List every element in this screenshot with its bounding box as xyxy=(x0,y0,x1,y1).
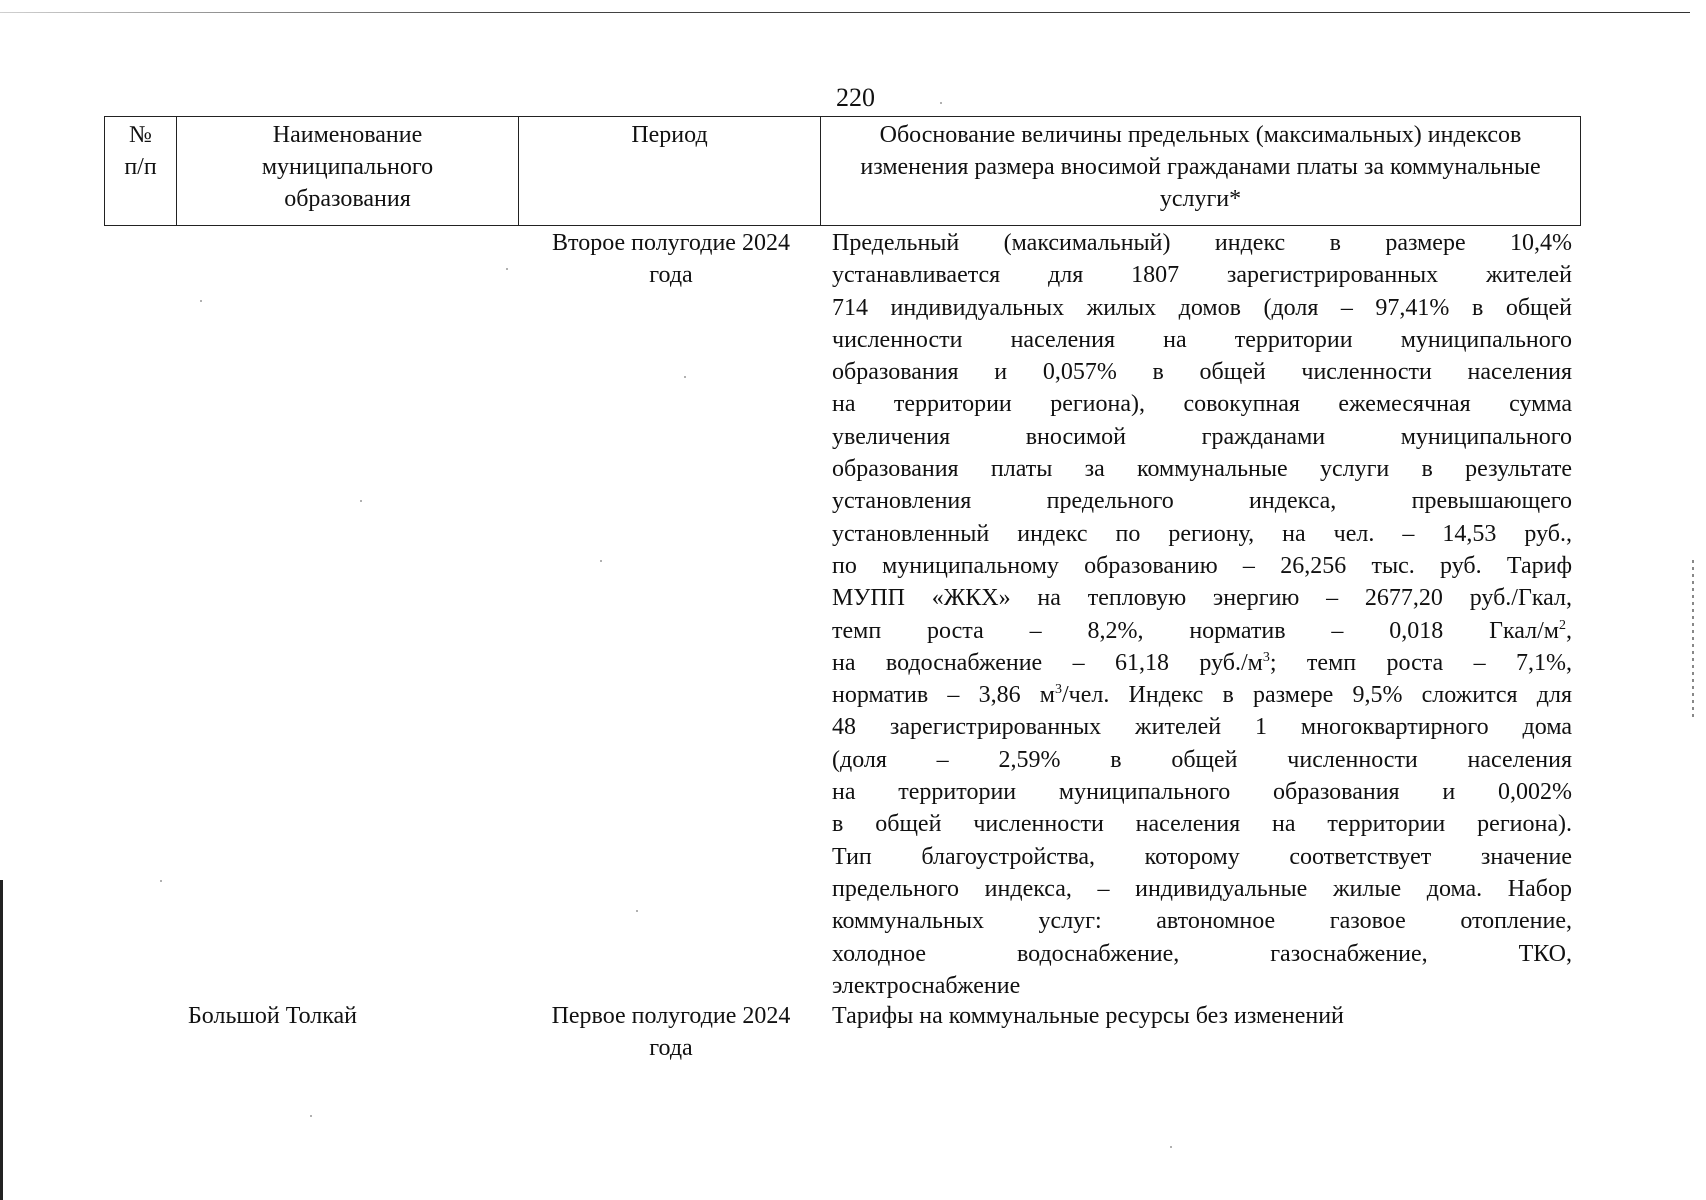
row2-name: Большой Толкай xyxy=(188,1003,358,1029)
row1-line-13-tail: , xyxy=(1566,617,1572,644)
row1-line-9: установления предельного индекса, превышающего xyxy=(832,488,1572,515)
row1-line-16: 48 зарегистрированных жителей 1 многоквартирного дома xyxy=(832,714,1572,741)
scan-speck xyxy=(600,560,602,562)
scan-speck xyxy=(160,880,162,882)
row1-line-1: Предельный (максимальный) индекс в размере 10,4% xyxy=(832,230,1572,256)
scan-speck xyxy=(1170,1146,1172,1148)
row1-line-12: МУПП «ЖКХ» на тепловую энергию – 2677,20 руб./Гкал, xyxy=(832,585,1572,612)
scan-left-edge xyxy=(0,880,3,1200)
header-col-name: Наименование муниципального образования xyxy=(177,117,519,226)
superscript-3: 3 xyxy=(1054,682,1062,698)
header-col-number: № п/п xyxy=(105,117,177,226)
row1-line-14 xyxy=(832,647,1572,679)
row1-line-19: в общей численности населения на территории региона). xyxy=(832,811,1572,838)
scan-top-edge xyxy=(0,12,1690,13)
row1-line-17: (доля – 2,59% в общей численности населения xyxy=(832,746,1572,773)
row1-line-13 xyxy=(832,615,1572,647)
row1-line-3: 714 индивидуальных жилых домов (доля – 97,41% в общей xyxy=(832,294,1572,321)
row1-line-5: образования и 0,057% в общей численности населения xyxy=(832,359,1572,386)
row1-line-4: численности населения на территории муниципального xyxy=(832,326,1572,353)
row1-line-24: электроснабжение xyxy=(832,972,1021,999)
scan-speck xyxy=(200,300,202,302)
row1-line-14-text: на водоснабжение – 61,18 руб./м xyxy=(832,649,1263,676)
row1-line-11: по муниципальному образованию – 26,256 тыс. руб. Тариф xyxy=(832,552,1572,579)
row1-line-21: предельного индекса, – индивидуальные жилые дома. Набор xyxy=(832,875,1572,902)
page-number: 220 xyxy=(836,83,875,112)
row1-line-6: на территории региона), совокупная ежемесячная сумма xyxy=(832,391,1572,418)
row2-justification: Тарифы на коммунальные ресурсы без изменений xyxy=(832,1003,1344,1029)
scan-speck xyxy=(684,376,686,378)
row2-period: Первое полугодие 2024 года xyxy=(551,1003,791,1062)
row1-line-15-tail: /чел. Индекс в размере 9,5% сложится для xyxy=(1061,682,1573,709)
scan-speck xyxy=(506,268,508,270)
row1-line-10: установленный индекс по региону, на чел. – 14,53 руб., xyxy=(832,520,1572,547)
row1-line-14-tail: ; темп роста – 7,1%, xyxy=(1269,649,1572,676)
scan-right-edge xyxy=(1692,560,1694,720)
row1-line-20: Тип благоустройства, которому соответствует значение xyxy=(832,843,1572,870)
superscript-3: 3 xyxy=(1262,649,1270,665)
row1-line-22: коммунальных услуг: автономное газовое отопление, xyxy=(832,908,1572,935)
row1-line-23: холодное водоснабжение, газоснабжение, ТКО, xyxy=(832,940,1572,967)
row1-line-13-text: темп роста – 8,2%, норматив – 0,018 Гкал/м xyxy=(832,617,1559,644)
header-col-justification: Обоснование величины предельных (максимальных) индексов изменения размера вносимой гражданами платы за коммунальные услуги* xyxy=(821,117,1581,226)
header-col-period: Период xyxy=(519,117,821,226)
row1-period: Второе полугодие 2024 года xyxy=(552,230,790,289)
scan-speck xyxy=(310,1115,312,1117)
superscript-2: 2 xyxy=(1559,617,1566,633)
row1-line-15-text: норматив – 3,86 м xyxy=(832,682,1055,709)
scan-speck xyxy=(636,910,638,912)
row1-line-18: на территории муниципального образования и 0,002% xyxy=(832,779,1572,806)
scan-speck xyxy=(360,500,362,502)
table-header xyxy=(104,116,1581,226)
scan-speck xyxy=(940,102,942,104)
row1-justification xyxy=(832,227,1572,1002)
row1-line-2: устанавливается для 1807 зарегистрированных жителей xyxy=(832,262,1572,289)
row1-line-8: образования платы за коммунальные услуги в результате xyxy=(832,456,1572,483)
row1-line-15 xyxy=(832,679,1572,711)
row1-line-7: увеличения вносимой гражданами муниципального xyxy=(832,423,1572,450)
